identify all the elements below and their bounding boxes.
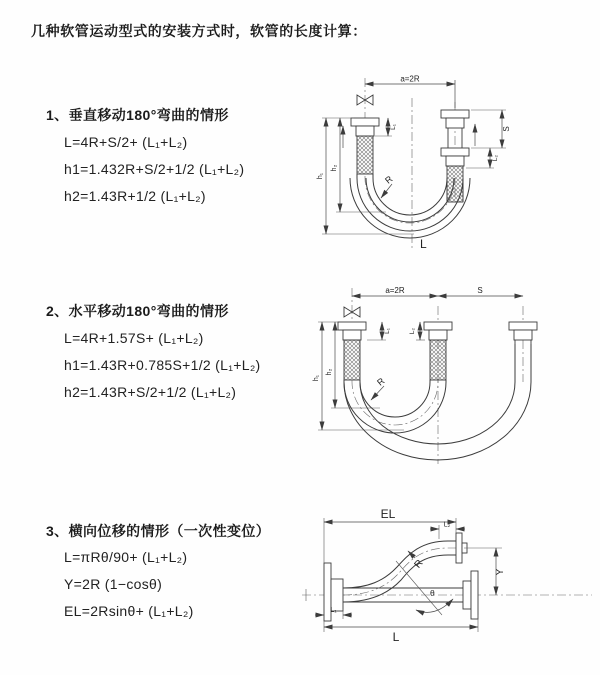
radius-callout: [371, 375, 387, 400]
dim-label-el: EL: [380, 507, 396, 521]
section-3-formula-EL: EL=2Rsinθ+ (L₁+L₂): [64, 603, 194, 619]
section-3-formula-L: L=πRθ/90+ (L₁+L₂): [64, 549, 188, 565]
dim-label-l1: L₁: [384, 328, 391, 334]
vertical-bend-diagram: [310, 72, 578, 254]
dimension-l2: [466, 148, 499, 168]
length-label: L: [420, 237, 427, 251]
dimension-l2: [409, 322, 425, 340]
section-2-formula-h2: h2=1.43R+S/2+1/2 (L₁+L₂): [64, 384, 237, 400]
section-1-formula-h1: h1=1.432R+S/2+1/2 (L₁+L₂): [64, 161, 245, 177]
radius-label: R: [383, 173, 395, 186]
left-hose-end-fitting: [338, 322, 366, 380]
section-1-formula-h2: h2=1.43R+1/2 (L₁+L₂): [64, 188, 206, 204]
dim-label-l1: L₁: [330, 607, 337, 614]
radius-callout: [381, 173, 395, 198]
dim-label-l2: L₂: [492, 154, 499, 162]
dim-label-y: Y: [495, 568, 506, 576]
page-title: 几种软管运动型式的安装方式时，软管的长度计算：: [31, 23, 367, 39]
dimension-a-2r: [365, 75, 455, 109]
section-2-formula-L: L=4R+1.57S+ (L₁+L₂): [64, 330, 204, 346]
dim-label-a2r: a=2R: [400, 74, 420, 84]
lateral-displacement-diagram: [296, 505, 600, 663]
dim-label-s: S: [477, 286, 483, 295]
dim-label-l2: L₂: [443, 521, 451, 529]
dimension-s: [438, 286, 523, 296]
dimension-el: [324, 507, 456, 563]
section-2-formula-h1: h1=1.43R+0.785S+1/2 (L₁+L₂): [64, 357, 261, 373]
radius-label: R: [412, 557, 426, 571]
displaced-hose: [343, 533, 467, 602]
dimension-a-2r: [352, 286, 438, 296]
dim-label-l1: L₁: [390, 124, 397, 130]
section-3-heading: 3、横向位移的情形（一次性变位）: [46, 523, 271, 539]
dimension-l1: [367, 322, 391, 340]
dim-label-l: L: [392, 630, 400, 644]
centerlines: [365, 78, 455, 250]
dim-label-h2: h₂: [326, 368, 333, 376]
horizontal-bend-diagram: [308, 282, 600, 468]
section-1-formula-L: L=4R+S/2+ (L₁+L₂): [64, 134, 188, 150]
left-hose-end-fitting: [343, 118, 379, 174]
section-1-heading: 1、垂直移动180°弯曲的情形: [46, 107, 229, 123]
dimension-l: [324, 615, 478, 644]
dim-label-h1: h₁: [317, 172, 324, 180]
dimension-s: [471, 110, 511, 148]
section-2-heading: 2、水平移动180°弯曲的情形: [46, 303, 229, 319]
dim-label-theta: θ: [430, 588, 435, 598]
dim-label-h2: h₂: [331, 164, 338, 172]
middle-hose-end-fitting: [424, 322, 452, 380]
dim-label-h1: h₁: [313, 374, 320, 382]
dim-label-l2: L₂: [409, 327, 416, 335]
radius-label: R: [375, 375, 387, 388]
dim-label-a2r: a=2R: [385, 286, 405, 295]
dimension-l1: [315, 607, 352, 619]
section-3-formula-Y: Y=2R (1−cosθ): [64, 576, 163, 592]
dim-label-s: S: [502, 126, 511, 132]
